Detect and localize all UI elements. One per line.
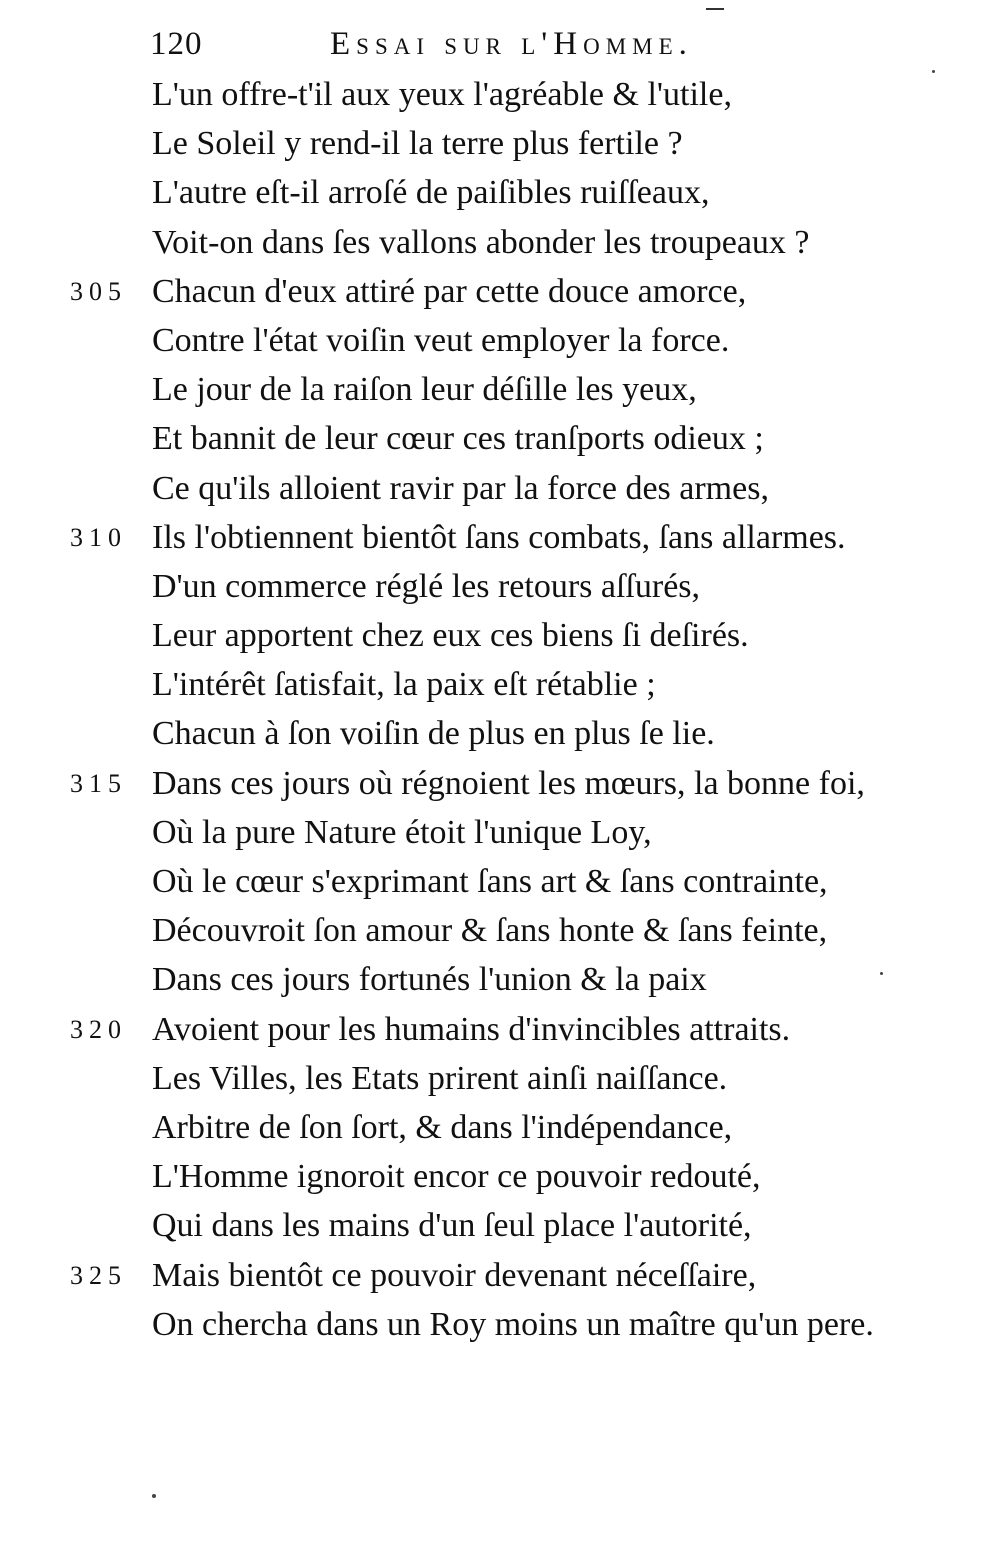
- ink-speck: [880, 972, 883, 975]
- verse-text: Chacun d'eux attiré par cette douce amorce,: [152, 272, 747, 310]
- page-number: 120: [150, 26, 203, 62]
- verse-text: Où le cœur s'exprimant ſans art & ſans contrainte,: [152, 863, 828, 900]
- verse-line: [60, 414, 960, 463]
- verse-line: [60, 1251, 960, 1300]
- ink-speck: [152, 1494, 156, 1498]
- verse-line: [60, 955, 960, 1004]
- verse-line: [60, 759, 960, 808]
- verse-text: Leur apportent chez eux ces biens ſi deſirés.: [152, 617, 749, 655]
- verse-text: Les Villes, les Etats prirent ainſi naiſſance.: [152, 1059, 728, 1097]
- verse-line: [60, 1005, 960, 1054]
- verse-line: [60, 709, 960, 758]
- verse-line: [60, 562, 960, 611]
- verse-line: [60, 267, 960, 316]
- verse-text: L'intérêt ſatisfait, la paix eſt rétablie ;: [152, 666, 656, 704]
- verse-text: Dans ces jours où régnoient les mœurs, la bonne foi,: [152, 764, 865, 802]
- verse-line: [60, 1054, 960, 1103]
- verse-text: Où la pure Nature étoit l'unique Loy,: [152, 813, 652, 851]
- verse-line: [60, 218, 960, 267]
- running-head: [150, 26, 790, 76]
- verse-text: L'autre eſt-il arroſé de paiſibles ruiſſeaux,: [152, 174, 710, 212]
- verse-line: [60, 906, 960, 955]
- verse-line: [60, 316, 960, 365]
- verse-text: Ils l'obtiennent bientôt ſans combats, ſans allarmes.: [152, 518, 846, 556]
- verse-text: Contre l'état voiſin veut employer la force.: [152, 321, 730, 359]
- verse-text: Qui dans les mains d'un ſeul place l'autorité,: [152, 1207, 752, 1245]
- verse-line: [60, 513, 960, 562]
- verse-line: [60, 119, 960, 168]
- verse-line: [60, 808, 960, 857]
- verse-line: [60, 611, 960, 660]
- verse-text: Découvroit ſon amour & ſans honte & ſans feinte,: [152, 912, 828, 950]
- verse-line: [60, 1201, 960, 1250]
- line-number: 315: [70, 768, 127, 798]
- verse-text: Mais bientôt ce pouvoir devenant néceſſaire,: [152, 1256, 757, 1294]
- line-number: 325: [70, 1260, 127, 1290]
- verse-line: [60, 660, 960, 709]
- verse-text: Dans ces jours fortunés l'union & la paix: [152, 961, 707, 999]
- verse-text: Ce qu'ils alloient ravir par la force des armes,: [152, 469, 769, 507]
- verse-text: Le Soleil y rend-il la terre plus fertile ?: [152, 125, 683, 163]
- verse-line: [60, 464, 960, 513]
- verse-line: [60, 1300, 960, 1349]
- verse-text: Avoient pour les humains d'invincibles attraits.: [152, 1010, 791, 1048]
- running-title: Essai sur l'Homme.: [330, 26, 693, 62]
- verse-line: [60, 1103, 960, 1152]
- verse-text: Arbitre de ſon ſort, & dans l'indépendance,: [152, 1108, 733, 1146]
- verse-text: D'un commerce réglé les retours aſſurés,: [152, 567, 701, 605]
- verse-block: [60, 70, 960, 1349]
- ink-speck: [932, 70, 935, 73]
- verse-line: [60, 1152, 960, 1201]
- line-number: 320: [70, 1014, 127, 1044]
- verse-text: L'un offre-t'il aux yeux l'agréable & l'utile,: [152, 76, 732, 113]
- line-number: 310: [70, 522, 127, 552]
- verse-text: Voit-on dans ſes vallons abonder les troupeaux ?: [152, 223, 810, 261]
- line-number: 305: [70, 276, 127, 306]
- verse-line: [60, 168, 960, 217]
- verse-text: Le jour de la raiſon leur déſille les yeux,: [152, 371, 697, 409]
- verse-line: [60, 70, 960, 119]
- verse-text: Chacun à ſon voiſin de plus en plus ſe lie.: [152, 715, 715, 753]
- page-edge-mark: [706, 8, 724, 10]
- verse-line: [60, 365, 960, 414]
- verse-text: L'Homme ignoroit encor ce pouvoir redouté,: [152, 1158, 761, 1196]
- verse-line: [60, 857, 960, 906]
- verse-text: On chercha dans un Roy moins un maître qu'un pere.: [152, 1305, 874, 1343]
- verse-text: Et bannit de leur cœur ces tranſports odieux ;: [152, 420, 764, 458]
